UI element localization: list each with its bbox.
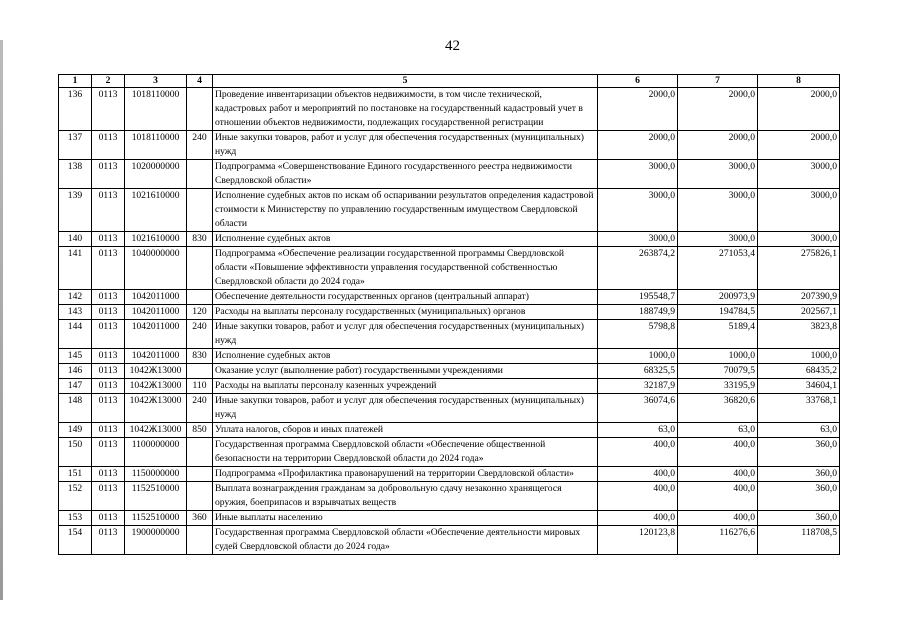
target-article-cell: 1150000000 <box>125 467 187 482</box>
amount-col8-cell: 207390,9 <box>758 290 840 305</box>
table-body <box>59 88 840 555</box>
description-cell: Выплата вознаграждения гражданам за добровольную сдачу незаконно хранящегося оружия, боеприпасов и взрывчатых веществ <box>213 482 598 511</box>
expense-type-cell <box>187 88 213 131</box>
expense-type-cell <box>187 526 213 555</box>
expense-type-cell: 830 <box>187 232 213 247</box>
expense-type-cell <box>187 247 213 290</box>
row-number-cell: 146 <box>59 364 92 379</box>
amount-col8-cell: 118708,5 <box>758 526 840 555</box>
expense-type-cell <box>187 438 213 467</box>
amount-col8-cell: 2000,0 <box>758 88 840 131</box>
expense-type-cell: 120 <box>187 305 213 320</box>
amount-col7-cell: 400,0 <box>678 438 758 467</box>
amount-col7-cell: 3000,0 <box>678 232 758 247</box>
table-row <box>59 305 840 320</box>
amount-col8-cell: 360,0 <box>758 511 840 526</box>
page-number: 42 <box>445 38 460 54</box>
amount-col6-cell: 195548,7 <box>598 290 678 305</box>
amount-col7-cell: 70079,5 <box>678 364 758 379</box>
amount-col7-cell: 2000,0 <box>678 131 758 160</box>
target-article-cell: 1042Ж13000 <box>125 364 187 379</box>
row-number-cell: 148 <box>59 394 92 423</box>
row-number-cell: 136 <box>59 88 92 131</box>
section-code-cell: 0113 <box>92 438 125 467</box>
amount-col8-cell: 360,0 <box>758 467 840 482</box>
amount-col6-cell: 63,0 <box>598 423 678 438</box>
section-code-cell: 0113 <box>92 160 125 189</box>
description-cell: Государственная программа Свердловской области «Обеспечение деятельности мировых судей Свердловской области до 2024 года» <box>213 526 598 555</box>
expense-type-cell <box>187 467 213 482</box>
section-code-cell: 0113 <box>92 511 125 526</box>
target-article-cell: 1152510000 <box>125 511 187 526</box>
amount-col8-cell: 360,0 <box>758 482 840 511</box>
header-cell: 8 <box>758 75 840 88</box>
row-number-cell: 151 <box>59 467 92 482</box>
section-code-cell: 0113 <box>92 88 125 131</box>
amount-col7-cell: 3000,0 <box>678 189 758 232</box>
row-number-cell: 138 <box>59 160 92 189</box>
description-cell: Иные закупки товаров, работ и услуг для обеспечения государственных (муниципальных) нужд <box>213 131 598 160</box>
description-cell: Государственная программа Свердловской области «Обеспечение общественной безопасности на территории Свердловской области до 2024 года» <box>213 438 598 467</box>
table-row <box>59 247 840 290</box>
description-cell: Обеспечение деятельности государственных органов (центральный аппарат) <box>213 290 598 305</box>
table-row <box>59 379 840 394</box>
target-article-cell: 1042011000 <box>125 349 187 364</box>
budget-table <box>58 74 840 555</box>
description-cell: Проведение инвентаризации объектов недвижимости, в том числе технической, кадастровых работ и мероприятий по постановке на государственный кадастровый учет в отношении объектов недвижимости, подлежащих государственной регистрации <box>213 88 598 131</box>
header-cell: 4 <box>187 75 213 88</box>
row-number-cell: 143 <box>59 305 92 320</box>
description-cell: Исполнение судебных актов <box>213 349 598 364</box>
amount-col8-cell: 1000,0 <box>758 349 840 364</box>
amount-col6-cell: 120123,8 <box>598 526 678 555</box>
expense-type-cell: 240 <box>187 131 213 160</box>
expense-type-cell: 360 <box>187 511 213 526</box>
description-cell: Уплата налогов, сборов и иных платежей <box>213 423 598 438</box>
header-row <box>59 75 840 88</box>
section-code-cell: 0113 <box>92 467 125 482</box>
row-number-cell: 142 <box>59 290 92 305</box>
section-code-cell: 0113 <box>92 423 125 438</box>
row-number-cell: 154 <box>59 526 92 555</box>
amount-col8-cell: 3000,0 <box>758 189 840 232</box>
amount-col7-cell: 36820,6 <box>678 394 758 423</box>
table-row <box>59 232 840 247</box>
amount-col8-cell: 275826,1 <box>758 247 840 290</box>
expense-type-cell: 240 <box>187 320 213 349</box>
section-code-cell: 0113 <box>92 349 125 364</box>
amount-col6-cell: 5798,8 <box>598 320 678 349</box>
amount-col8-cell: 3000,0 <box>758 160 840 189</box>
table-row <box>59 160 840 189</box>
expense-type-cell: 110 <box>187 379 213 394</box>
target-article-cell: 1018110000 <box>125 88 187 131</box>
target-article-cell: 1021610000 <box>125 189 187 232</box>
description-cell: Иные закупки товаров, работ и услуг для обеспечения государственных (муниципальных) нужд <box>213 320 598 349</box>
section-code-cell: 0113 <box>92 394 125 423</box>
description-cell: Иные выплаты населению <box>213 511 598 526</box>
amount-col6-cell: 3000,0 <box>598 232 678 247</box>
expense-type-cell <box>187 482 213 511</box>
header-cell: 2 <box>92 75 125 88</box>
amount-col8-cell: 2000,0 <box>758 131 840 160</box>
description-cell: Подпрограмма «Совершенствование Единого государственного реестра недвижимости Свердловской области» <box>213 160 598 189</box>
target-article-cell: 1042Ж13000 <box>125 423 187 438</box>
row-number-cell: 144 <box>59 320 92 349</box>
amount-col6-cell: 3000,0 <box>598 189 678 232</box>
target-article-cell: 1020000000 <box>125 160 187 189</box>
amount-col6-cell: 32187,9 <box>598 379 678 394</box>
row-number-cell: 137 <box>59 131 92 160</box>
amount-col7-cell: 63,0 <box>678 423 758 438</box>
table-row <box>59 290 840 305</box>
table-row <box>59 467 840 482</box>
amount-col6-cell: 400,0 <box>598 482 678 511</box>
section-code-cell: 0113 <box>92 189 125 232</box>
amount-col6-cell: 68325,5 <box>598 364 678 379</box>
amount-col7-cell: 2000,0 <box>678 88 758 131</box>
target-article-cell: 1042Ж13000 <box>125 394 187 423</box>
table-row <box>59 349 840 364</box>
description-cell: Оказание услуг (выполнение работ) государственными учреждениями <box>213 364 598 379</box>
amount-col7-cell: 116276,6 <box>678 526 758 555</box>
row-number-cell: 141 <box>59 247 92 290</box>
description-cell: Исполнение судебных актов <box>213 232 598 247</box>
amount-col6-cell: 400,0 <box>598 511 678 526</box>
amount-col8-cell: 202567,1 <box>758 305 840 320</box>
amount-col7-cell: 400,0 <box>678 467 758 482</box>
amount-col8-cell: 3823,8 <box>758 320 840 349</box>
amount-col6-cell: 1000,0 <box>598 349 678 364</box>
amount-col6-cell: 400,0 <box>598 467 678 482</box>
description-cell: Исполнение судебных актов по искам об оспаривании результатов определения кадастровой стоимости к Министерству по управлению государственным имуществом Свердловской области <box>213 189 598 232</box>
amount-col7-cell: 271053,4 <box>678 247 758 290</box>
row-number-cell: 145 <box>59 349 92 364</box>
expense-type-cell: 830 <box>187 349 213 364</box>
amount-col8-cell: 34604,1 <box>758 379 840 394</box>
amount-col6-cell: 2000,0 <box>598 131 678 160</box>
amount-col8-cell: 360,0 <box>758 438 840 467</box>
section-code-cell: 0113 <box>92 526 125 555</box>
target-article-cell: 1042011000 <box>125 320 187 349</box>
section-code-cell: 0113 <box>92 379 125 394</box>
description-cell: Расходы на выплаты персоналу казенных учреждений <box>213 379 598 394</box>
target-article-cell: 1152510000 <box>125 482 187 511</box>
section-code-cell: 0113 <box>92 305 125 320</box>
amount-col8-cell: 3000,0 <box>758 232 840 247</box>
row-number-cell: 139 <box>59 189 92 232</box>
scan-edge <box>0 40 3 600</box>
description-cell: Иные закупки товаров, работ и услуг для обеспечения государственных (муниципальных) нужд <box>213 394 598 423</box>
amount-col7-cell: 5189,4 <box>678 320 758 349</box>
amount-col6-cell: 400,0 <box>598 438 678 467</box>
description-cell: Расходы на выплаты персоналу государственных (муниципальных) органов <box>213 305 598 320</box>
target-article-cell: 1042011000 <box>125 290 187 305</box>
table-row <box>59 438 840 467</box>
description-cell: Подпрограмма «Обеспечение реализации государственной программы Свердловской области «Повышение эффективности управления государственной собственностью Свердловской области до 2024 года» <box>213 247 598 290</box>
expense-type-cell <box>187 290 213 305</box>
expense-type-cell <box>187 364 213 379</box>
section-code-cell: 0113 <box>92 232 125 247</box>
section-code-cell: 0113 <box>92 247 125 290</box>
target-article-cell: 1040000000 <box>125 247 187 290</box>
row-number-cell: 149 <box>59 423 92 438</box>
expense-type-cell <box>187 160 213 189</box>
header-cell: 3 <box>125 75 187 88</box>
amount-col8-cell: 33768,1 <box>758 394 840 423</box>
target-article-cell: 1021610000 <box>125 232 187 247</box>
expense-type-cell: 850 <box>187 423 213 438</box>
row-number-cell: 140 <box>59 232 92 247</box>
header-cell: 1 <box>59 75 92 88</box>
table-row <box>59 189 840 232</box>
amount-col6-cell: 2000,0 <box>598 88 678 131</box>
amount-col7-cell: 33195,9 <box>678 379 758 394</box>
table-row <box>59 482 840 511</box>
amount-col6-cell: 263874,2 <box>598 247 678 290</box>
expense-type-cell <box>187 189 213 232</box>
target-article-cell: 1042011000 <box>125 305 187 320</box>
target-article-cell: 1018110000 <box>125 131 187 160</box>
row-number-cell: 147 <box>59 379 92 394</box>
amount-col7-cell: 1000,0 <box>678 349 758 364</box>
amount-col7-cell: 3000,0 <box>678 160 758 189</box>
table-row <box>59 511 840 526</box>
table-row <box>59 320 840 349</box>
header-cell: 6 <box>598 75 678 88</box>
target-article-cell: 1042Ж13000 <box>125 379 187 394</box>
table-row <box>59 131 840 160</box>
expense-type-cell: 240 <box>187 394 213 423</box>
section-code-cell: 0113 <box>92 364 125 379</box>
description-cell: Подпрограмма «Профилактика правонарушений на территории Свердловской области» <box>213 467 598 482</box>
table-row <box>59 88 840 131</box>
section-code-cell: 0113 <box>92 482 125 511</box>
target-article-cell: 1100000000 <box>125 438 187 467</box>
amount-col8-cell: 63,0 <box>758 423 840 438</box>
row-number-cell: 152 <box>59 482 92 511</box>
section-code-cell: 0113 <box>92 320 125 349</box>
header-cell: 7 <box>678 75 758 88</box>
section-code-cell: 0113 <box>92 131 125 160</box>
amount-col8-cell: 68435,2 <box>758 364 840 379</box>
table-row <box>59 394 840 423</box>
row-number-cell: 153 <box>59 511 92 526</box>
amount-col6-cell: 188749,9 <box>598 305 678 320</box>
amount-col7-cell: 194784,5 <box>678 305 758 320</box>
row-number-cell: 150 <box>59 438 92 467</box>
target-article-cell: 1900000000 <box>125 526 187 555</box>
table-row <box>59 423 840 438</box>
amount-col6-cell: 36074,6 <box>598 394 678 423</box>
table-row <box>59 526 840 555</box>
amount-col6-cell: 3000,0 <box>598 160 678 189</box>
header-cell: 5 <box>213 75 598 88</box>
amount-col7-cell: 400,0 <box>678 482 758 511</box>
section-code-cell: 0113 <box>92 290 125 305</box>
amount-col7-cell: 400,0 <box>678 511 758 526</box>
table-row <box>59 364 840 379</box>
amount-col7-cell: 200973,9 <box>678 290 758 305</box>
